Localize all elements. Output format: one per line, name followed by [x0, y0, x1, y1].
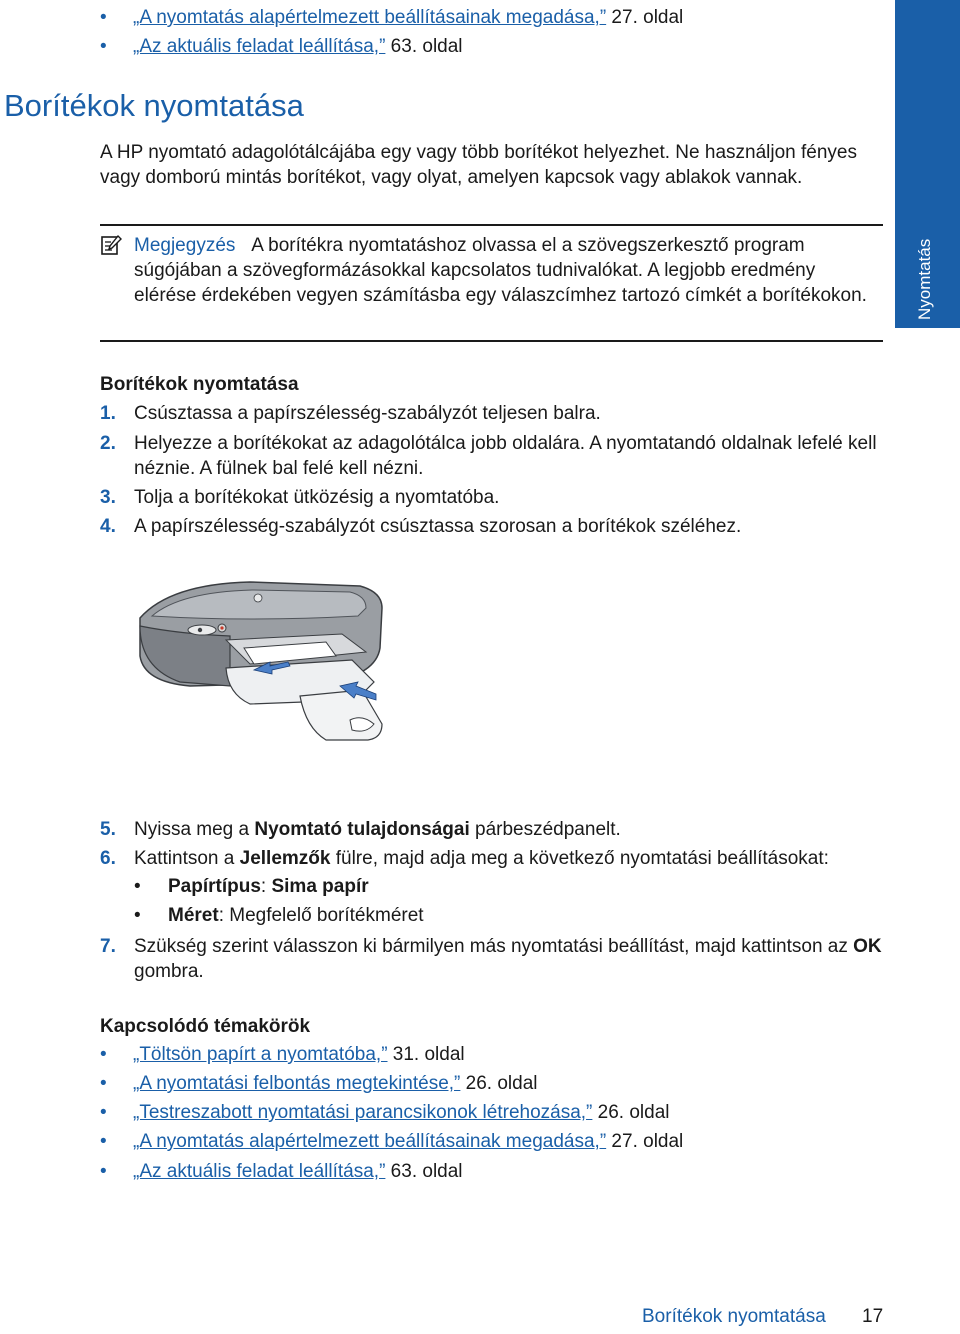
page-ref: 27. oldal	[606, 1131, 684, 1152]
bullet: •	[134, 876, 141, 897]
side-tab-label-wrap	[895, 220, 960, 328]
bullet: •	[100, 1044, 107, 1065]
intro-paragraph: A HP nyomtató adagolótálcájába egy vagy több borítékot helyezhet. Ne használjon fényes vagy domború mintás borítékot, vagy olyat, amelyen kapcsok vagy ablakok vannak.	[100, 142, 857, 188]
cross-reference-link[interactable]: „Az aktuális feladat leállítása,”	[133, 1161, 386, 1182]
note-label: Megjegyzés	[134, 235, 236, 256]
procedure-title: Borítékok nyomtatása	[100, 374, 299, 395]
footer-page-number: 17	[862, 1306, 884, 1327]
bullet: •	[100, 1102, 107, 1123]
step-number: 1.	[100, 403, 116, 424]
step-text: Szükség szerint válasszon ki bármilyen más nyomtatási beállítást, majd kattintson az OK gombra.	[134, 936, 882, 982]
note-text: A borítékra nyomtatáshoz olvassa el a szövegszerkesztő program súgójában a szövegformázásokkal kapcsolatos tudnivalókat. A legjobb eredmény elérése érdekében vegyen számításba egy válaszcímhez tartozó címkét a borítékokon.	[134, 235, 867, 306]
printer-illustration	[130, 578, 390, 768]
page-ref: 27. oldal	[606, 7, 684, 28]
page-ref: 63. oldal	[385, 36, 463, 57]
note-bottom-rule	[100, 340, 883, 342]
page-ref: 63. oldal	[385, 1161, 463, 1182]
side-tab-label: Nyomtatás	[915, 238, 934, 320]
bullet: •	[134, 905, 141, 926]
bullet: •	[100, 36, 107, 57]
page-ref: 26. oldal	[592, 1102, 670, 1123]
note-body	[134, 233, 874, 308]
page-title: Borítékok nyomtatása	[4, 88, 304, 123]
step-number: 5.	[100, 819, 116, 840]
cross-reference-link[interactable]: „Az aktuális feladat leállítása,”	[133, 36, 386, 57]
ui-term: Jellemzők	[239, 848, 331, 869]
step-number: 3.	[100, 487, 116, 508]
ui-term: Nyomtató tulajdonságai	[254, 819, 470, 840]
step-number: 7.	[100, 936, 116, 957]
step-text: Tolja a borítékokat ütközésig a nyomtatóba.	[134, 487, 500, 508]
note-top-rule	[100, 224, 883, 226]
related-title: Kapcsolódó témakörök	[100, 1016, 311, 1037]
cross-reference-link[interactable]: „A nyomtatás alapértelmezett beállításainak megadása,”	[133, 7, 607, 28]
cross-reference-link[interactable]: „Töltsön papírt a nyomtatóba,”	[133, 1044, 388, 1065]
note-pencil-icon	[100, 234, 122, 256]
step-text: Kattintson a Jellemzők fülre, majd adja meg a következő nyomtatási beállításokat:	[134, 848, 829, 869]
cross-reference-link[interactable]: „Testreszabott nyomtatási parancsikonok létrehozása,”	[133, 1102, 593, 1123]
step-number: 6.	[100, 848, 116, 869]
footer-section-title: Borítékok nyomtatása	[642, 1306, 826, 1327]
bullet: •	[100, 1073, 107, 1094]
page-ref: 31. oldal	[387, 1044, 465, 1065]
step-text: Nyissa meg a Nyomtató tulajdonságai párbeszédpanelt.	[134, 819, 621, 840]
step-text: A papírszélesség-szabályzót csúsztassa szorosan a borítékok széléhez.	[134, 516, 742, 537]
cross-reference-link[interactable]: „A nyomtatás alapértelmezett beállításainak megadása,”	[133, 1131, 607, 1152]
bullet: •	[100, 1161, 107, 1182]
bullet: •	[100, 1131, 107, 1152]
bullet: •	[100, 7, 107, 28]
step-number: 4.	[100, 516, 116, 537]
page-ref: 26. oldal	[460, 1073, 538, 1094]
step-text: Csúsztassa a papírszélesség-szabályzót teljesen balra.	[134, 403, 601, 424]
step-number: 2.	[100, 433, 116, 454]
ui-term: OK	[853, 936, 882, 957]
step-text: Helyezze a borítékokat az adagolótálca jobb oldalára. A nyomtatandó oldalnak lefelé kell néznie. A fülnek bal felé kell nézni.	[134, 433, 877, 479]
cross-reference-link[interactable]: „A nyomtatási felbontás megtekintése,”	[133, 1073, 461, 1094]
